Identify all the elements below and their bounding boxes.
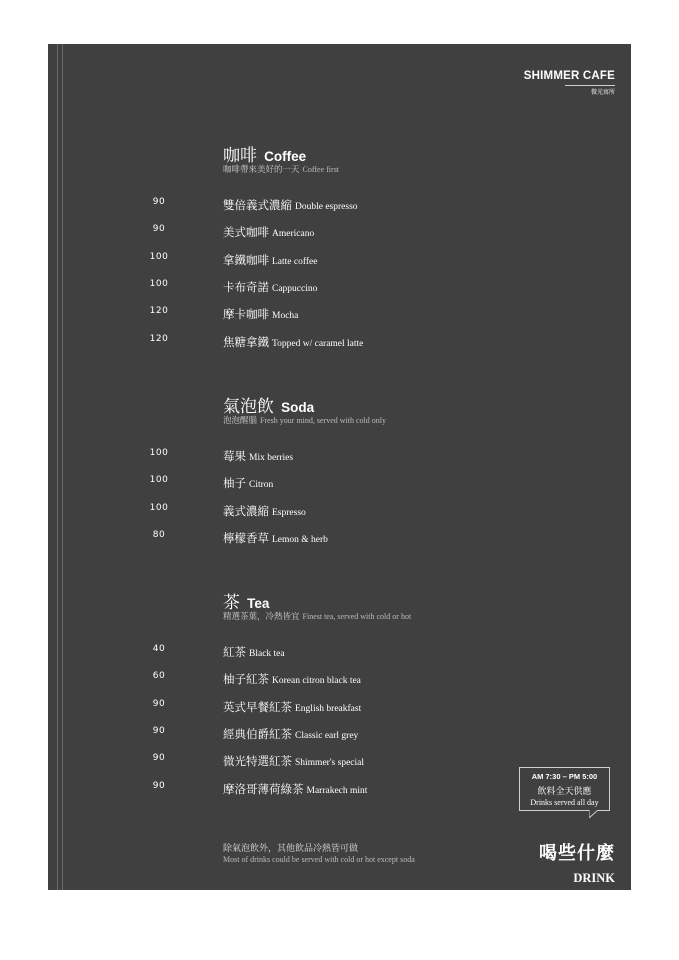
menu-item [48,221,631,237]
item-name-en: Americano [272,229,315,239]
item-name-en: Mocha [272,311,299,321]
menu-item [48,194,631,210]
section-title-en: Coffee [264,149,307,164]
item-name-zh: 拿鐵咖啡 [223,253,269,267]
section-subtitle-en: Coffee first [302,165,340,174]
menu-item [48,750,631,766]
item-name-zh: 紅茶 [223,645,246,659]
section-title-en: Tea [247,596,270,611]
menu-item [48,276,631,292]
section-title-zh: 咖啡 [223,146,257,166]
item-name-en: Cappuccino [272,284,318,294]
item-price: 100 [149,503,169,513]
item-name-zh: 摩洛哥薄荷綠茶 [223,782,304,796]
item-price: 40 [152,644,166,654]
item-price: 100 [149,448,169,458]
item-name-en: Espresso [272,508,306,518]
footnote-zh: 除氣泡飲外，其他飲品冷熱皆可做 [223,844,359,854]
section-title-en: Soda [281,400,315,415]
menu-item [48,668,631,684]
menu-item [48,249,631,265]
item-name-zh: 摩卡咖啡 [223,307,269,321]
item-name-zh: 檸檬香草 [223,531,269,545]
section-subtitle-zh: 精選茶葉，冷熱皆宜 [223,612,300,622]
footnote-en: Most of drinks could be served with cold or hot except soda [223,855,415,864]
item-name-zh: 微光特選紅茶 [223,754,292,768]
item-price: 90 [152,197,166,207]
item-price: 100 [149,252,169,262]
item-name-en: Latte coffee [272,257,318,267]
section-subtitle-en: Finest tea, served with cold or hot [302,612,412,621]
item-name-zh: 經典伯爵紅茶 [223,727,292,741]
item-name-en: Korean citron black tea [272,676,361,686]
brand-logo [524,70,615,96]
item-price: 90 [152,224,166,234]
menu-item [48,696,631,712]
brand-subtitle: 微光寓所 [590,89,615,96]
item-name-zh: 莓果 [223,449,246,463]
item-name-en: Marrakech mint [306,786,368,796]
section-title-zh: 氣泡飲 [223,397,274,417]
item-price: 100 [149,475,169,485]
section-title-zh: 茶 [223,593,240,613]
menu-item [48,723,631,739]
menu-item [48,303,631,319]
item-name-en: Topped w/ caramel latte [272,339,364,349]
section-subtitle [223,414,386,426]
item-name-en: Classic earl grey [295,731,359,741]
menu-page [48,44,631,890]
brand-divider [565,85,615,86]
section-subtitle [223,610,411,622]
item-name-en: Citron [249,480,274,490]
item-name-zh: 卡布奇諾 [223,280,269,294]
item-price: 100 [149,279,169,289]
item-price: 80 [152,530,166,540]
item-price: 120 [149,334,169,344]
item-name-zh: 焦糖拿鐵 [223,335,269,349]
section-subtitle-zh: 咖啡帶來美好的一天 [223,165,300,175]
item-name-en: English breakfast [295,704,362,714]
callout-tail-icon [589,810,598,818]
menu-item [48,472,631,488]
item-price: 90 [152,781,166,791]
page-heading-zh: 喝些什麼 [539,843,615,864]
menu-item [48,641,631,657]
item-name-zh: 美式咖啡 [223,225,269,239]
item-name-zh: 柚子紅茶 [223,672,269,686]
menu-item [48,331,631,347]
item-name-en: Shimmer's special [295,758,364,768]
item-name-en: Lemon & herb [272,535,328,545]
menu-item [48,527,631,543]
hours-callout [519,767,610,811]
brand-name: SHIMMER CAFE [523,70,615,82]
item-name-en: Double espresso [295,202,358,212]
item-name-zh: 雙倍義式濃縮 [223,198,292,212]
item-name-zh: 英式早餐紅茶 [223,700,292,714]
section-subtitle-zh: 泡泡醒腦 [223,416,258,426]
item-name-zh: 柚子 [223,476,246,490]
hours-time: AM 7:30 – PM 5:00 [531,772,598,781]
section-subtitle-en: Fresh your mind, served with cold only [260,416,386,425]
item-name-en: Mix berries [249,453,294,463]
footnote [223,841,415,864]
menu-item [48,500,631,516]
hours-note-en: Drinks served all day [530,798,599,807]
item-price: 120 [149,306,169,316]
item-name-zh: 義式濃縮 [223,504,269,518]
item-price: 90 [152,753,166,763]
menu-item [48,445,631,461]
item-price: 90 [152,726,166,736]
hours-note-zh: 飲料全天供應 [537,787,592,797]
item-name-en: Black tea [249,649,285,659]
section-subtitle [223,163,339,175]
page-heading-en: DRINK [573,871,615,885]
item-price: 90 [152,699,166,709]
item-price: 60 [152,671,166,681]
